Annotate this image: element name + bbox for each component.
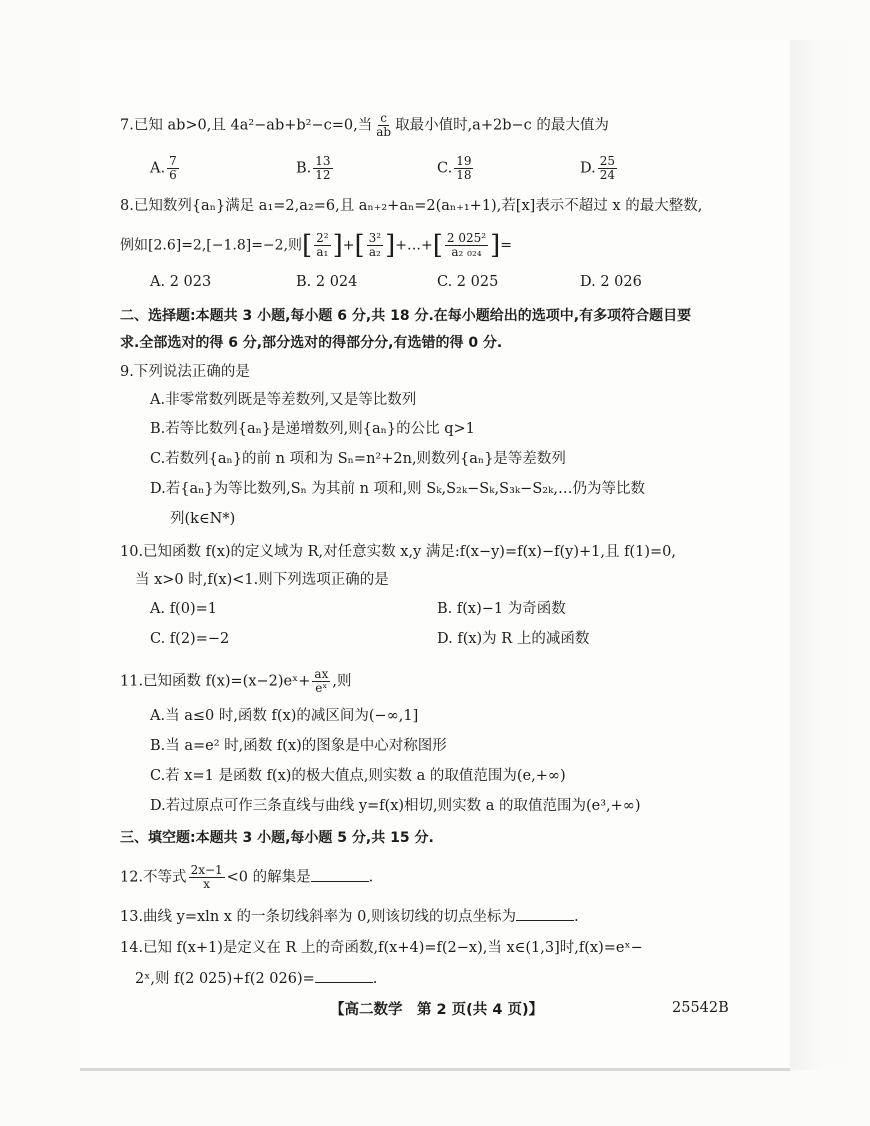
- q7-stem: 7.已知 ab>0,且 4a²−ab+b²−c=0,当 $\frac{c}{ab}$ 取最小值时,a+2b−c 的最大值为: [120, 111, 609, 139]
- q14-line2: 2ˣ,则 f(2 025)+f(2 026)= .: [135, 968, 377, 989]
- q11-option-a: A.当 a≤0 时,函数 f(x)的减区间为(−∞,1]: [150, 708, 419, 724]
- q11-option-b: B.当 a=e² 时,函数 f(x)的图象是中心对称图形: [150, 738, 447, 754]
- section2-heading-line1: 二、选择题:本题共 3 小题,每小题 6 分,共 18 分.在每小题给出的选项中,有多项符合题目要: [120, 308, 692, 324]
- q10-line1: 10.已知函数 f(x)的定义域为 R,对任意实数 x,y 满足:f(x−y)=f(x)−f(y)+1,且 f(1)=0,: [120, 544, 676, 560]
- page-footer-label: 【高二数学 第 2 页(共 4 页)】: [330, 1002, 544, 1018]
- q8-option-b: B. 2 024: [296, 274, 358, 290]
- q10-option-c: C. f(2)=−2: [150, 631, 230, 647]
- q8-option-a: A. 2 023: [150, 274, 212, 290]
- q9-stem: 9.下列说法正确的是: [120, 364, 250, 380]
- q10-option-b: B. f(x)−1 为奇函数: [437, 601, 566, 617]
- q7-option-a: A. $\frac{7}{6}$: [150, 154, 177, 182]
- q8-option-d: D. 2 026: [580, 274, 642, 290]
- q10-option-a: A. f(0)=1: [150, 601, 217, 617]
- q11-stem: 11.已知函数 f(x)=(x−2)eˣ+ $\frac{ax}{\text{eˣ}}$ ,则: [120, 667, 352, 695]
- q13-stem: 13.曲线 y=xln x 的一条切线斜率为 0,则该切线的切点坐标为 .: [120, 906, 579, 927]
- q11-option-c: C.若 x=1 是函数 f(x)的极大值点,则实数 a 的取值范围为(e,+∞): [150, 768, 566, 784]
- q8-line1: 8.已知数列{aₙ}满足 a₁=2,a₂=6,且 aₙ₊₂+aₙ=2(aₙ₊₁+1),若[x]表示不超过 x 的最大整数,: [120, 198, 703, 214]
- q9-option-b: B.若等比数列{aₙ}是递增数列,则{aₙ}的公比 q>1: [150, 421, 475, 437]
- q7-option-b: B. $\frac{13}{12}$: [296, 154, 331, 182]
- q7-option-c: C. $\frac{19}{18}$: [437, 154, 472, 182]
- q9-option-d-line2: 列(k∈N*): [170, 511, 236, 527]
- q14-answer-blank[interactable]: [315, 968, 373, 983]
- q11-option-d: D.若过原点可作三条直线与曲线 y=f(x)相切,则实数 a 的取值范围为(e³,+∞): [150, 798, 641, 814]
- q9-option-c: C.若数列{aₙ}的前 n 项和为 Sₙ=n²+2n,则数列{aₙ}是等差数列: [150, 451, 566, 467]
- section2-heading-line2: 求.全部选对的得 6 分,部分选对的得部分分,有选错的得 0 分.: [120, 335, 503, 351]
- q7-fraction: $\frac{c}{ab}$: [376, 111, 392, 139]
- q14-line1: 14.已知 f(x+1)是定义在 R 上的奇函数,f(x+4)=f(2−x),当 x∈(1,3]时,f(x)=eˣ−: [120, 940, 643, 956]
- q12-answer-blank[interactable]: [311, 867, 369, 882]
- exam-code: 25542B: [672, 1000, 729, 1016]
- scan-bottom-edge: [80, 1068, 790, 1071]
- q9-option-a: A.非零常数列既是等差数列,又是等比数列: [150, 392, 417, 408]
- q10-option-d: D. f(x)为 R 上的减函数: [437, 631, 590, 647]
- q8-option-c: C. 2 025: [437, 274, 499, 290]
- section3-heading: 三、填空题:本题共 3 小题,每小题 5 分,共 15 分.: [120, 830, 434, 846]
- q8-line2: 例如[2.6]=2,[−1.8]=−2,则[ $\frac{\text{2²}}{\text{a₁}}$ ]+[ $\frac{\text{3²}}{\text{a₂}}$ ]+…+[ $\frac{\text{2 025²}}{\text{a₂ ₀₂₄}}$ ]=: [120, 230, 512, 261]
- q13-answer-blank[interactable]: [516, 906, 574, 921]
- scan-shadow-right: [790, 40, 870, 1070]
- q12-stem: 12.不等式 $\frac{2x-1}{x}$ <0 的解集是 .: [120, 863, 374, 891]
- q9-option-d-line1: D.若{aₙ}为等比数列,Sₙ 为其前 n 项和,则 Sₖ,S₂ₖ−Sₖ,S₃ₖ−S₂ₖ,…仍为等比数: [150, 481, 645, 497]
- q10-line2: 当 x>0 时,f(x)<1.则下列选项正确的是: [135, 572, 389, 588]
- q7-option-d: D. $\frac{25}{24}$: [580, 154, 615, 182]
